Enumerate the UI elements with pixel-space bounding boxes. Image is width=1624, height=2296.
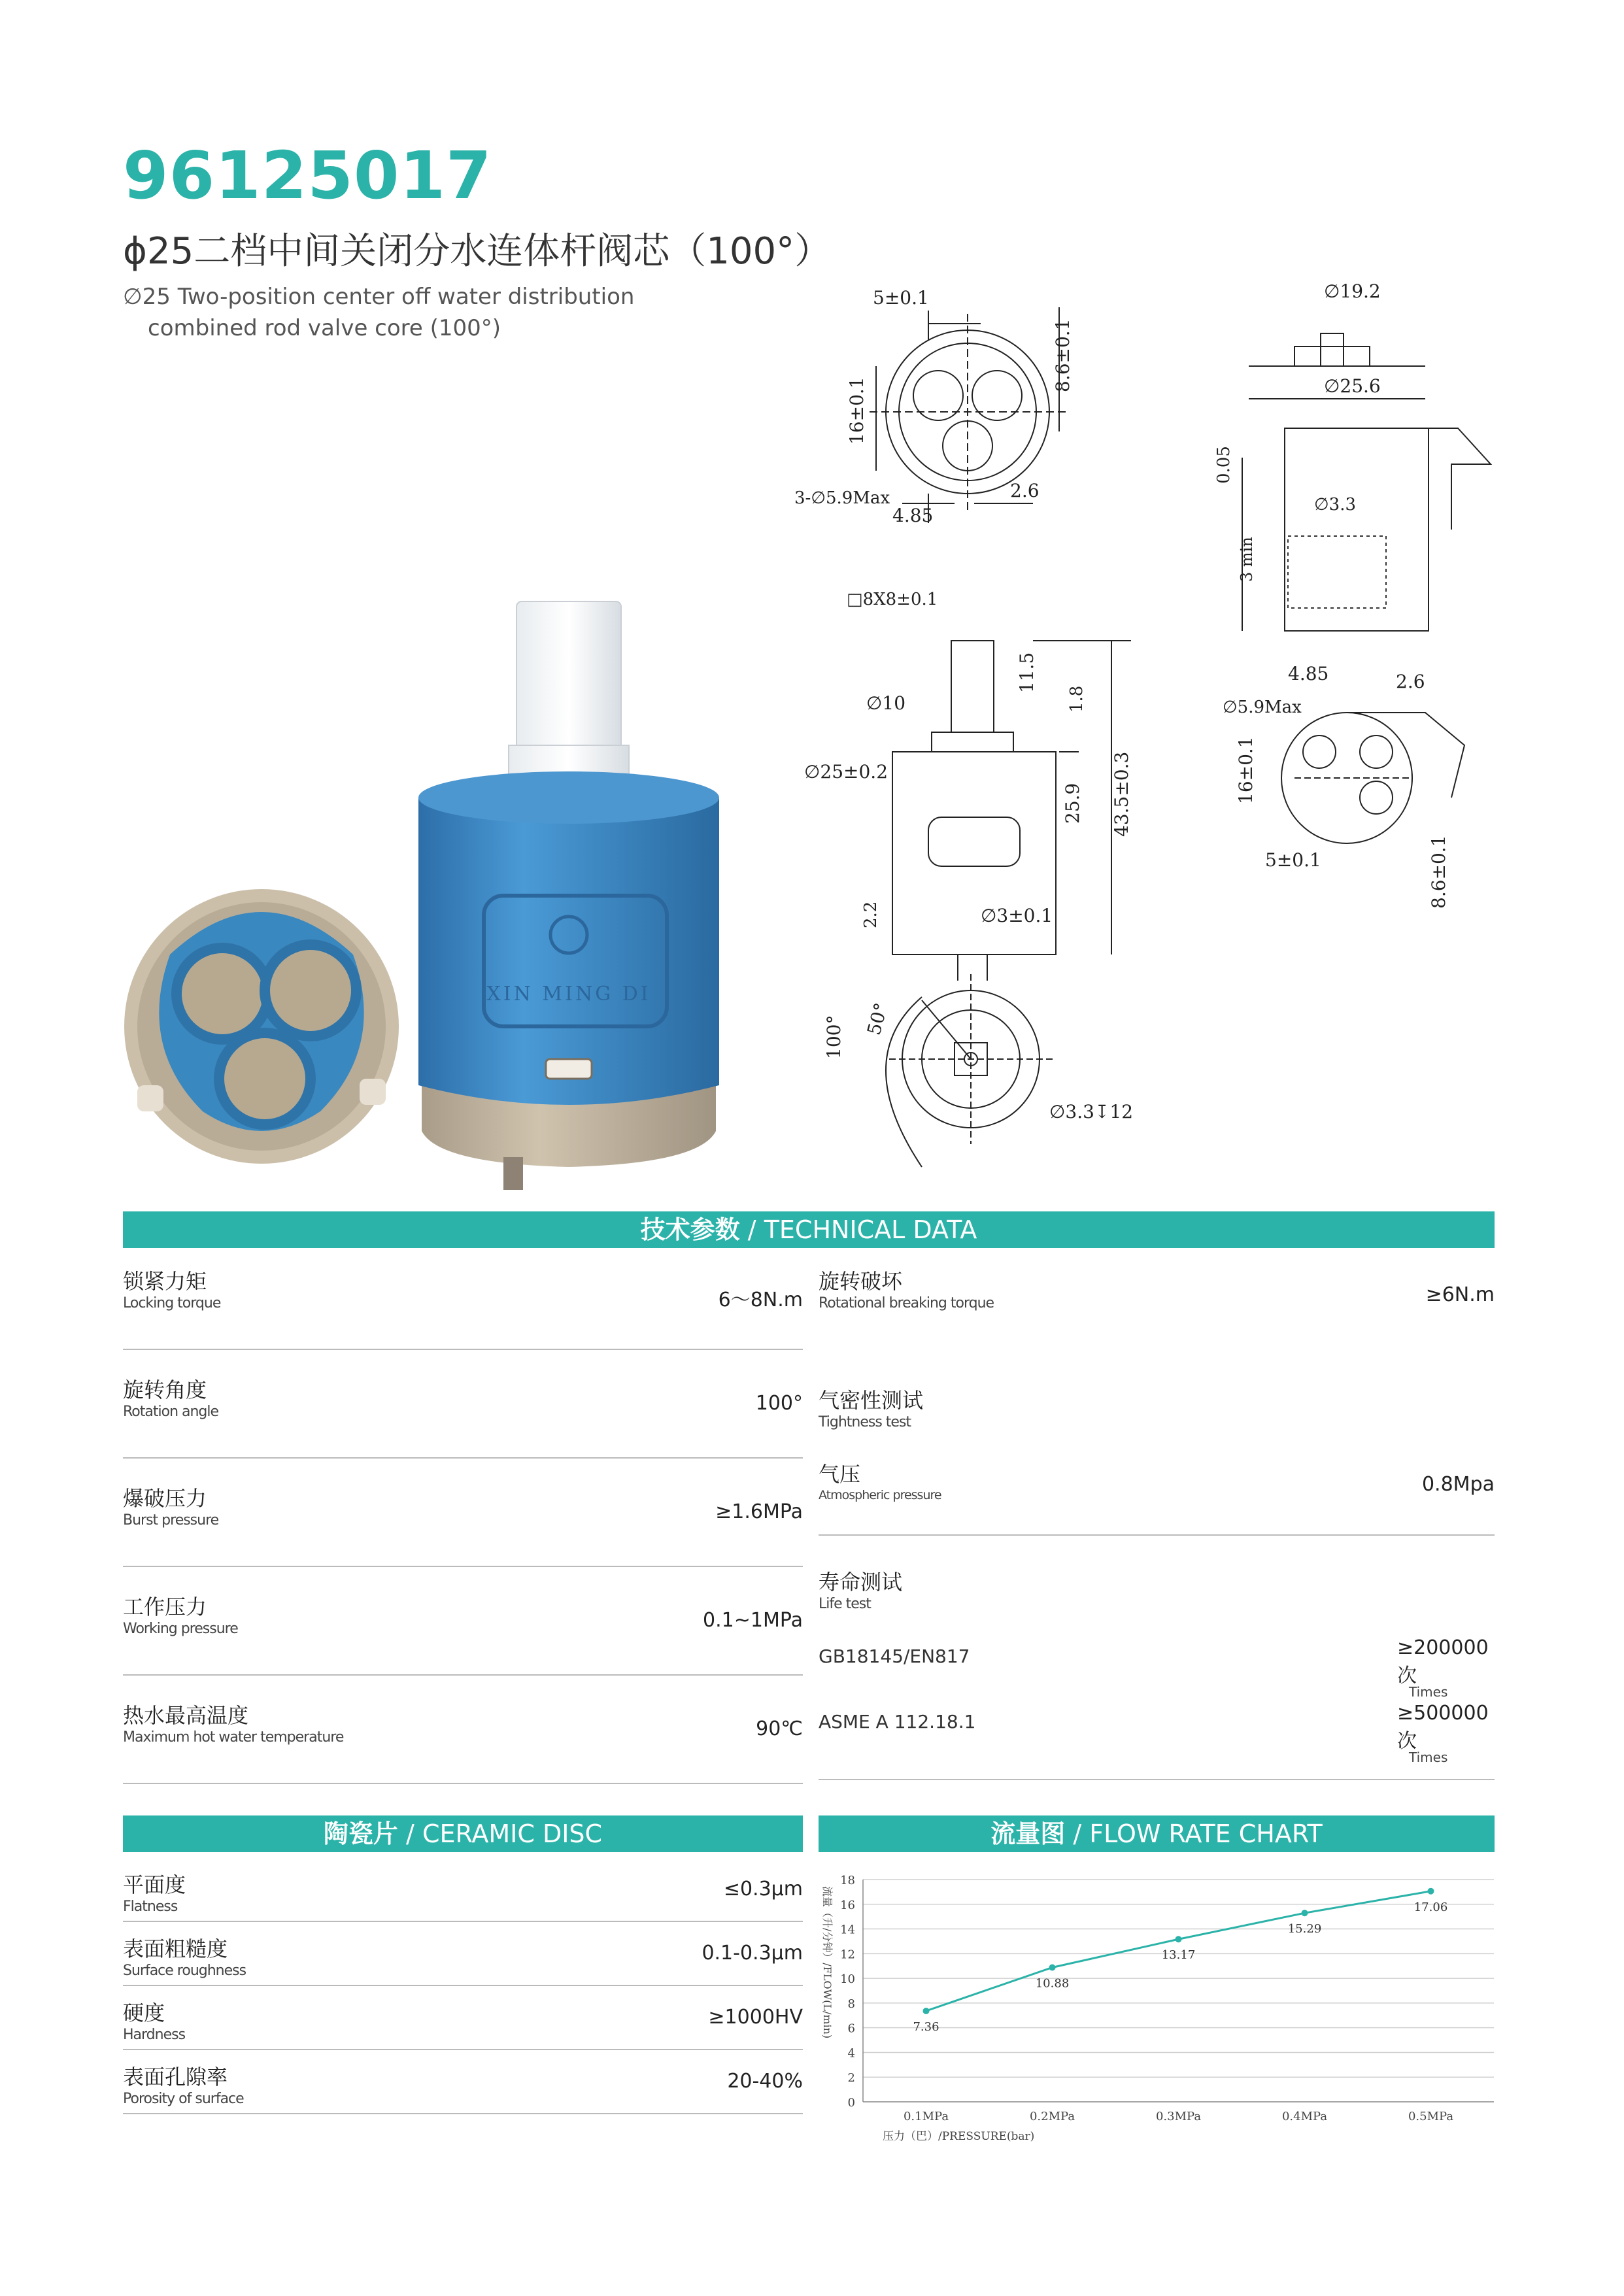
row-label-en: Working pressure [123, 1621, 238, 1637]
row-label-zh: 硬度 [123, 2001, 165, 2025]
tech-right-table [819, 1265, 1495, 1781]
drawing-side-view [804, 590, 1132, 981]
dim-bot-3: ∅5.9Max [1223, 698, 1302, 717]
y-tick-label: 12 [840, 1948, 855, 1962]
dim-side-1: □8X8±0.1 [847, 590, 938, 609]
row-label-en: Maximum hot water temperature [123, 1729, 344, 1746]
dim-side-7: 25.9 [1062, 783, 1083, 824]
y-tick-label: 4 [847, 2046, 855, 2061]
dim-rot-2: 50° [862, 1000, 892, 1038]
data-label: 10.88 [1035, 1976, 1070, 1991]
row-label-zh: 旋转角度 [123, 1377, 207, 1402]
ceramic-banner-en: CERAMIC DISC [422, 1819, 603, 1848]
dim-top-6: 2.6 [1010, 480, 1040, 501]
tightness-label [819, 1384, 923, 1430]
title-en-line2: combined rod valve core (100°) [148, 315, 501, 341]
dim-side-3: ∅10 [866, 692, 906, 714]
row-label-zh: 工作压力 [123, 1595, 207, 1619]
brand-text: XIN MING DI [486, 983, 651, 1005]
y-tick-label: 10 [840, 1972, 855, 1987]
dim-top-2: 8.6±0.1 [1052, 318, 1074, 392]
data-label: 7.36 [913, 2019, 939, 2034]
row-label-zh: 锁紧力矩 [123, 1269, 207, 1294]
technical-data-banner [123, 1211, 1495, 1248]
rotational-label [819, 1265, 994, 1311]
dim-rot-1: 100° [823, 1015, 845, 1059]
tightness-en: Tightness test [819, 1414, 911, 1430]
y-tick-label: 2 [847, 2071, 855, 2085]
life-std-1: GB18145/EN817 [819, 1646, 970, 1667]
x-tick-label: 0.3MPa [1155, 2110, 1202, 2123]
y-tick-label: 18 [840, 1874, 855, 1887]
life-value-2-num: ≥500000次 [1397, 1702, 1489, 1753]
rotational-zh: 旋转破坏 [819, 1269, 903, 1294]
dim-bot-2: 2.6 [1396, 671, 1425, 692]
dim-side-4: 1.8 [1067, 685, 1087, 713]
y-tick-label: 6 [847, 2021, 855, 2036]
life-std-2: ASME A 112.18.1 [819, 1711, 976, 1732]
row-value: ≥1000HV [708, 2006, 803, 2029]
dim-top-3: 16±0.1 [846, 377, 868, 445]
technical-drawings [771, 275, 1523, 1190]
y-tick-label: 8 [847, 1997, 855, 2011]
dim-side-9: ∅3±0.1 [981, 905, 1053, 926]
drawing-rotation-view [823, 974, 1133, 1167]
title-en-line1: ∅25 Two-position center off water distribution [123, 284, 635, 310]
dim-side-6: 43.5±0.3 [1111, 751, 1132, 837]
flow-rate-banner [819, 1815, 1495, 1852]
ceramic-banner-sep: / [406, 1819, 414, 1848]
x-tick-label: 0.5MPa [1408, 2110, 1454, 2123]
x-tick-label: 0.1MPa [903, 2110, 949, 2123]
tech-row [123, 1374, 803, 1459]
tech-banner-zh: 技术参数 [640, 1215, 740, 1244]
life-zh: 寿命测试 [819, 1570, 903, 1595]
tech-row [123, 1482, 803, 1567]
atmospheric-value: 0.8Mpa [1421, 1473, 1495, 1496]
dim-rot-3: ∅3.3↧12 [1049, 1101, 1134, 1123]
tech-row [123, 1699, 803, 1784]
x-axis-label: 压力（巴）/PRESSURE(bar) [883, 2130, 1035, 2143]
row-value: 90℃ [756, 1717, 803, 1740]
ceramic-banner-zh: 陶瓷片 [323, 1819, 398, 1848]
x-tick-label: 0.2MPa [1029, 2110, 1075, 2123]
atmospheric-label [819, 1458, 941, 1502]
drawing-top-view [794, 287, 1074, 526]
life-value-2-unit: Times [1409, 1749, 1448, 1765]
rotational-en: Rotational breaking torque [819, 1295, 994, 1311]
drawing-section-view [1214, 280, 1491, 631]
dim-top-4: 3-∅5.9Max [794, 488, 890, 508]
dim-bot-5: 5±0.1 [1265, 849, 1321, 871]
x-tick-label: 0.4MPa [1281, 2110, 1328, 2123]
dim-sec-4: ∅3.3 [1314, 495, 1356, 515]
data-point [1176, 1936, 1182, 1942]
ceramic-row [123, 2061, 803, 2114]
row-label-en: Surface roughness [123, 1963, 246, 1979]
dim-bot-4: 16±0.1 [1235, 736, 1257, 804]
row-label-en: Hardness [123, 2027, 186, 2043]
divider [819, 1534, 1495, 1536]
row-label-en: Burst pressure [123, 1512, 219, 1528]
tech-row [123, 1265, 803, 1350]
dim-top-5: 4.85 [892, 505, 934, 526]
ceramic-table [123, 1868, 803, 2114]
product-photo [124, 588, 752, 1203]
dim-side-8: 2.2 [861, 901, 881, 928]
row-label-zh: 表面孔隙率 [123, 2065, 228, 2089]
dim-sec-5: 3 min [1238, 537, 1256, 582]
row-value: ≤0.3μm [723, 1878, 803, 1900]
tech-left-table [123, 1265, 803, 1784]
y-tick-label: 14 [840, 1923, 855, 1937]
y-axis-label: 流量（升/分钟）/FLOW(L/min) [821, 1886, 834, 2039]
atmospheric-zh: 气压 [819, 1462, 861, 1487]
row-label-en: Flatness [123, 1899, 178, 1915]
row-value: 0.1-0.3μm [702, 1942, 803, 1965]
dim-sec-3: 0.05 [1214, 446, 1234, 484]
life-value-1-unit: Times [1409, 1684, 1448, 1700]
row-value: 0.1~1MPa [703, 1609, 803, 1632]
ceramic-row [123, 1868, 803, 1922]
ceramic-row [123, 1997, 803, 2050]
dim-sec-1: ∅19.2 [1324, 280, 1381, 302]
row-label-zh: 爆破压力 [123, 1486, 207, 1511]
drawing-bottom-view [1223, 663, 1464, 909]
atmospheric-en: Atmospheric pressure [819, 1488, 941, 1502]
product-title-en [123, 281, 634, 344]
flow-banner-sep: / [1073, 1819, 1082, 1848]
rotational-value: ≥6N.m [1425, 1283, 1495, 1306]
y-tick-label: 0 [847, 2096, 855, 2110]
dim-side-2: 11.5 [1016, 652, 1038, 693]
tightness-zh: 气密性测试 [819, 1388, 924, 1413]
data-point [923, 2008, 930, 2014]
data-point [1049, 1964, 1056, 1970]
life-value-1-num: ≥200000次 [1397, 1636, 1489, 1687]
product-title-zh: ϕ25二档中间关闭分水连体杆阀芯（100°） [123, 230, 832, 273]
row-label-en: Locking torque [123, 1295, 221, 1311]
data-point [1428, 1888, 1434, 1895]
row-label-en: Porosity of surface [123, 2091, 244, 2107]
row-value: ≥1.6MPa [715, 1500, 803, 1523]
row-value: 20-40% [727, 2070, 803, 2093]
row-value: 6～8N.m [718, 1289, 803, 1311]
dim-top-1: 5±0.1 [873, 287, 929, 309]
flow-banner-en: FLOW RATE CHART [1089, 1819, 1323, 1848]
dim-bot-1: 4.85 [1288, 663, 1329, 684]
row-label-zh: 热水最高温度 [123, 1703, 249, 1728]
data-label: 17.06 [1413, 1900, 1448, 1914]
data-label: 15.29 [1287, 1922, 1322, 1936]
row-value: 100° [755, 1392, 803, 1415]
row-label-en: Rotation angle [123, 1404, 219, 1420]
dim-bot-6: 8.6±0.1 [1428, 835, 1449, 909]
tech-banner-en: TECHNICAL DATA [764, 1215, 977, 1244]
row-label-zh: 平面度 [123, 1872, 186, 1897]
divider [819, 1779, 1495, 1780]
ceramic-disc-banner [123, 1815, 803, 1852]
life-en: Life test [819, 1596, 871, 1612]
model-number: 96125017 [123, 137, 492, 214]
data-label: 13.17 [1161, 1948, 1196, 1963]
life-test-label [819, 1566, 902, 1612]
row-label-zh: 表面粗糙度 [123, 1936, 228, 1961]
dim-side-5: ∅25±0.2 [804, 761, 888, 783]
life-value-1 [1397, 1636, 1495, 1700]
data-point [1302, 1910, 1308, 1916]
flow-rate-chart [811, 1866, 1497, 2148]
ceramic-row [123, 1933, 803, 1986]
tech-banner-sep: / [747, 1215, 756, 1244]
flow-banner-zh: 流量图 [990, 1819, 1066, 1848]
y-tick-label: 16 [840, 1898, 855, 1912]
tech-row [123, 1591, 803, 1676]
dim-sec-2: ∅25.6 [1324, 375, 1381, 397]
life-value-2 [1397, 1702, 1495, 1765]
